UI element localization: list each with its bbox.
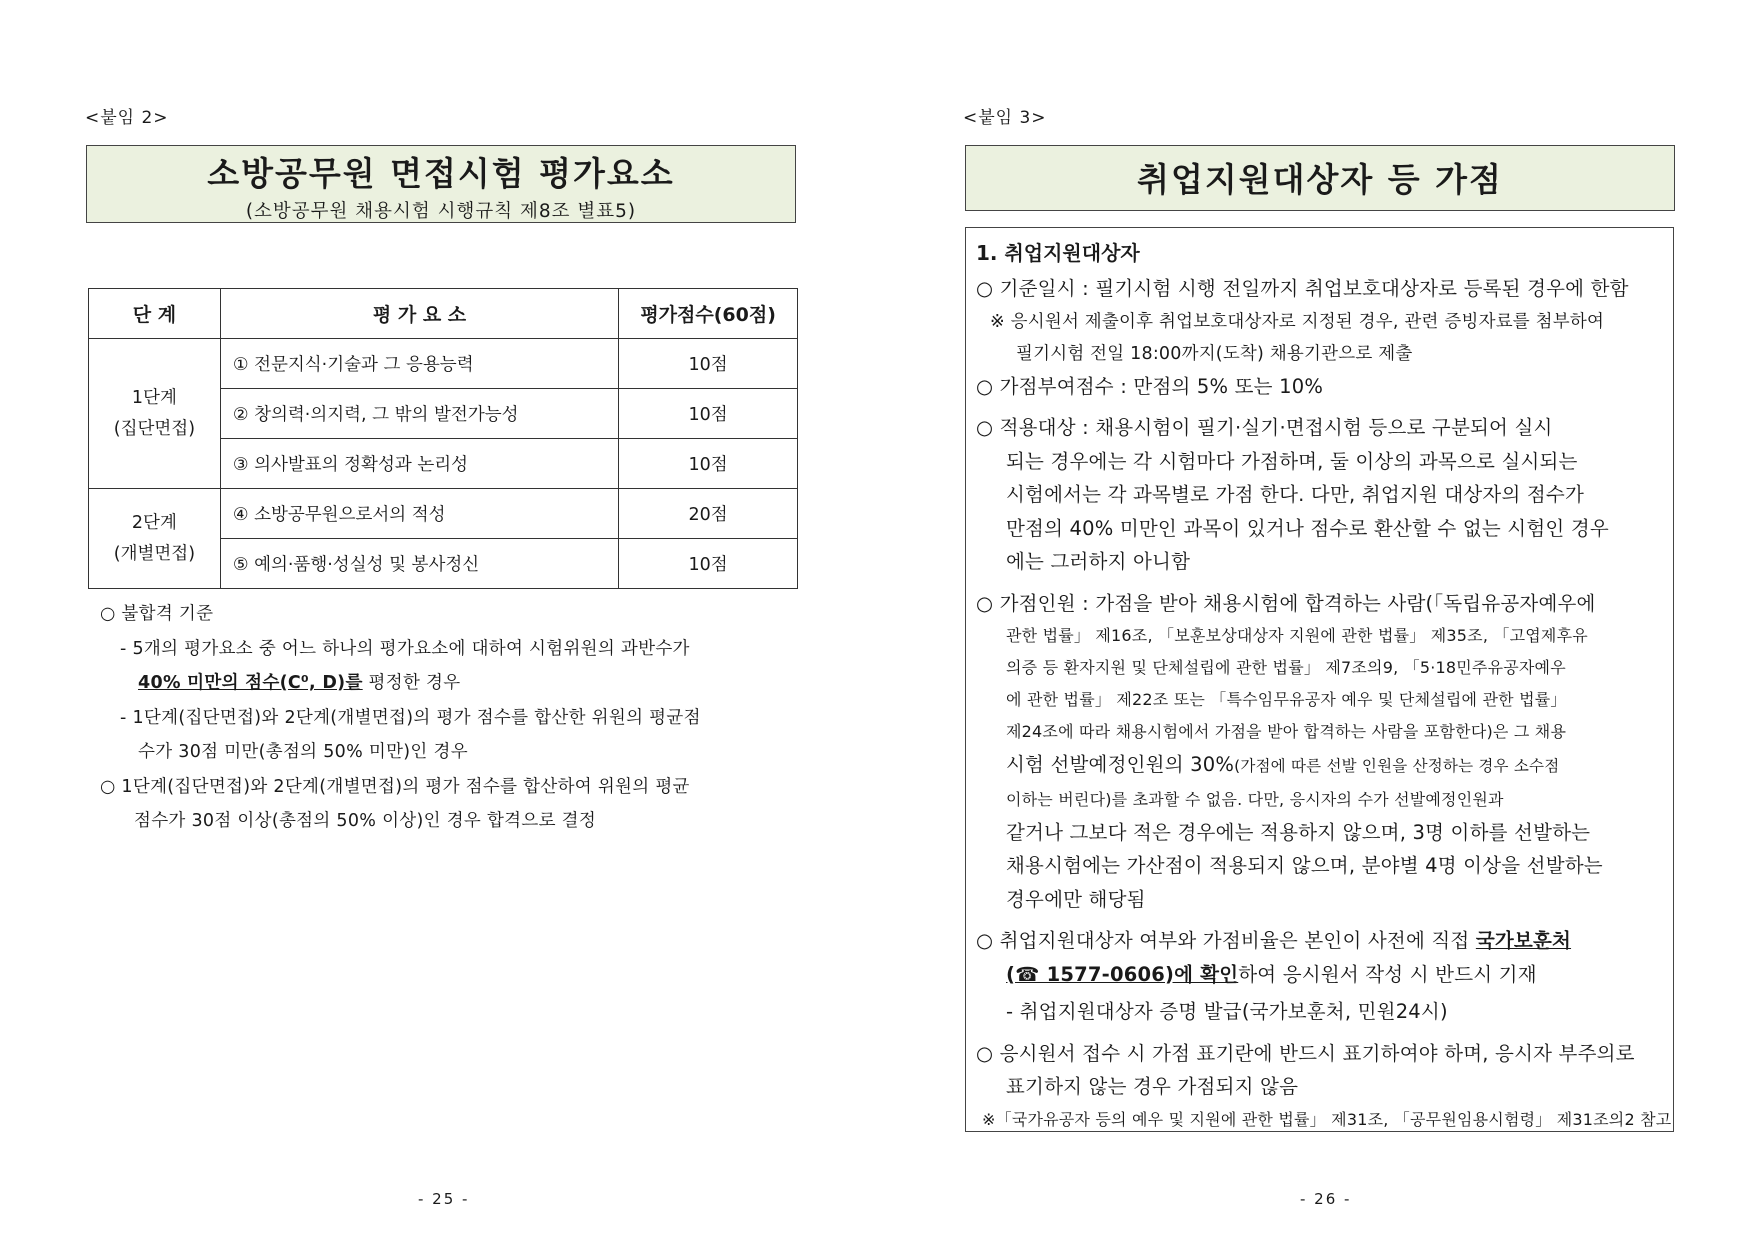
page-title-right: 취업지원대상자 등 가점	[1137, 160, 1503, 199]
text-line: ○ 가점부여점수 : 만점의 5% 또는 10%	[976, 374, 1324, 398]
score-cell: 10점	[619, 389, 798, 439]
stage-1-label: 1단계	[131, 387, 177, 408]
pass-criteria-line-2: 점수가 30점 이상(총점의 50% 이상)인 경우 합격으로 결정	[134, 811, 597, 831]
text-line: 에 관한 법률」 제22조 또는 「특수임무유공자 예우 및 단체설립에 관한 법률」	[1006, 690, 1567, 709]
criteria-heading: ○ 불합격 기준	[100, 604, 214, 624]
element-cell: ④ 소방공무원으로서의 적성	[220, 489, 618, 539]
emphasis-text: 국가보훈처	[1475, 929, 1572, 952]
text-line: 경우에만 해당됨	[1006, 887, 1146, 911]
text-line: 에는 그러하지 아니함	[1006, 550, 1191, 573]
text-line	[976, 924, 1663, 958]
header-score: 평가점수(60점)	[619, 289, 798, 339]
stage-2-type: (개별면접)	[113, 543, 196, 564]
reference-note: ※「국가유공자 등의 예우 및 지원에 관한 법률」 제31조, 「공무원임용시험령」 제31조의2 참고	[982, 1109, 1672, 1129]
emphasis-text: (☎ 1577-0606)에 확인	[1006, 962, 1239, 986]
table-row	[89, 489, 798, 539]
text-line: - 취업지원대상자 증명 발급(국가보훈처, 민원24시)	[1006, 1000, 1448, 1023]
title-box-right	[965, 145, 1675, 211]
criteria-bullet-1-line-1: - 5개의 평가요소 중 어느 하나의 평가요소에 대하여 시험위원의 과반수가	[120, 638, 690, 659]
section-heading: 1. 취업지원대상자	[976, 241, 1140, 265]
text-fragment: 시험 선발예정인원의 30%	[1006, 753, 1235, 776]
page-number-left: - 25 -	[418, 1190, 470, 1208]
score-cell: 10점	[619, 439, 798, 489]
criteria-bullet-2-line-2: 수가 30점 미만(총점의 50% 미만)인 경우	[138, 742, 468, 762]
page-title-left: 소방공무원 면접시험 평가요소	[207, 154, 675, 193]
header-stage: 단 계	[89, 289, 221, 339]
text-line: 의증 등 환자지원 및 단체설립에 관한 법률」 제7조의9, 「5·18민주유공자예우	[1006, 658, 1566, 677]
page-number-right: - 26 -	[1300, 1190, 1352, 1208]
element-cell: ② 창의력·의지력, 그 밖의 발전가능성	[220, 389, 618, 439]
text-line: 만점의 40% 미만인 과목이 있거나 점수로 환산할 수 없는 시험인 경우	[1006, 516, 1609, 540]
score-cell: 10점	[619, 339, 798, 389]
text-line: 제24조에 따라 채용시험에서 가점을 받아 합격하는 사람을 포함한다)은 그 채용	[1006, 722, 1567, 741]
text-line: ○ 기준일시 : 필기시험 시행 전일까지 취업보호대상자로 등록된 경우에 한함	[976, 277, 1629, 300]
text-line: 같거나 그보다 적은 경우에는 적용하지 않으며, 3명 이하를 선발하는	[1006, 820, 1591, 844]
page-subtitle-left: (소방공무원 채용시험 시행규칙 제8조 별표5)	[245, 201, 637, 222]
criteria-bullet-2-line-1: - 1단계(집단면접)와 2단계(개별면접)의 평가 점수를 합산한 위원의 평균점	[120, 707, 701, 728]
attachment-label-left: <붙임 2>	[85, 108, 169, 128]
text-line: ○ 적용대상 : 채용시험이 필기·실기·면접시험 등으로 구분되어 실시	[976, 416, 1553, 439]
stage-2-label: 2단계	[131, 512, 177, 533]
criteria-emphasis: 40% 미만의 점수(C⁰, D)를	[138, 673, 363, 693]
text-line: 관한 법률」 제16조, 「보훈보상대상자 지원에 관한 법률」 제35조, 「고엽제후유	[1006, 626, 1588, 645]
criteria-bullet-1-rest: 평정한 경우	[362, 673, 461, 693]
text-line: ○ 가점인원 : 가점을 받아 채용시험에 합격하는 사람(「독립유공자예우에	[976, 591, 1596, 615]
table-header-row	[89, 289, 798, 339]
evaluation-table	[88, 288, 798, 589]
note-line: 필기시험 전일 18:00까지(도착) 채용기관으로 제출	[1016, 343, 1413, 364]
criteria-bullet-1-line-2	[100, 666, 800, 701]
title-box-left	[86, 145, 796, 223]
element-cell: ⑤ 예의·품행·성실성 및 봉사정신	[220, 539, 618, 589]
stage-2-cell	[89, 489, 221, 589]
text-line: 이하는 버린다)를 초과할 수 없음. 다만, 응시자의 수가 선발예정인원과	[1006, 789, 1504, 809]
text-line: 시험에서는 각 과목별로 가점 한다. 다만, 취업지원 대상자의 점수가	[1006, 483, 1584, 506]
text-line: 표기하지 않는 경우 가점되지 않음	[1006, 1075, 1299, 1098]
element-cell: ③ 의사발표의 정확성과 논리성	[220, 439, 618, 489]
stage-1-cell	[89, 339, 221, 489]
text-fragment: ○ 취업지원대상자 여부와 가점비율은 본인이 사전에 직접	[976, 929, 1476, 952]
element-cell: ① 전문지식·기술과 그 응용능력	[220, 339, 618, 389]
attachment-label-right: <붙임 3>	[963, 108, 1047, 128]
score-cell: 10점	[619, 539, 798, 589]
table-row	[89, 339, 798, 389]
note-line: ※ 응시원서 제출이후 취업보호대상자로 지정된 경우, 관련 증빙자료를 첨부하여	[990, 311, 1605, 332]
criteria-block	[100, 597, 800, 839]
text-line: 되는 경우에는 각 시험마다 가점하며, 둘 이상의 과목으로 실시되는	[1006, 449, 1578, 473]
text-line	[976, 958, 1663, 992]
text-line: ○ 응시원서 접수 시 가점 표기란에 반드시 표기하여야 하며, 응시자 부주의로	[976, 1041, 1635, 1065]
benefit-content-box	[965, 227, 1674, 1132]
header-elements: 평 가 요 소	[220, 289, 618, 339]
stage-1-type: (집단면접)	[113, 418, 196, 439]
text-fragment: (가점에 따른 선발 인원을 산정하는 경우 소수점	[1234, 757, 1560, 775]
text-fragment: 하여 응시원서 작성 시 반드시 기재	[1238, 962, 1537, 986]
score-cell: 20점	[619, 489, 798, 539]
text-line: 채용시험에는 가산점이 적용되지 않으며, 분야별 4명 이상을 선발하는	[1006, 854, 1603, 877]
pass-criteria-line-1: ○ 1단계(집단면접)와 2단계(개별면접)의 평가 점수를 합산하여 위원의 평균	[100, 776, 690, 797]
text-line	[976, 748, 1663, 784]
